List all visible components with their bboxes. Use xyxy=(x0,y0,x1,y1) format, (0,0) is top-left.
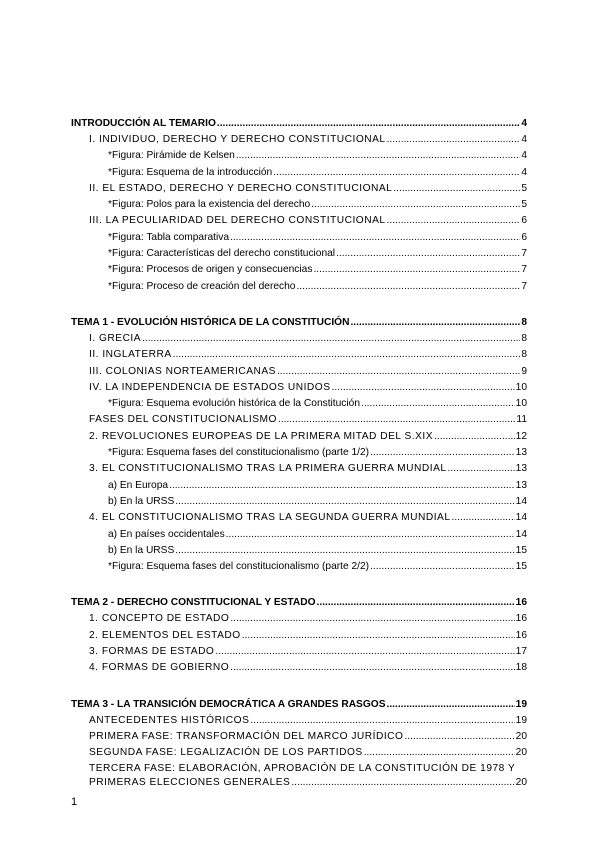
toc-page-number: 7 xyxy=(521,280,527,292)
toc-entry-title: III. COLONIAS NORTEAMERICANAS xyxy=(89,365,276,377)
toc-entry-title: *Figura: Pirámide de Kelsen xyxy=(108,150,235,162)
toc-entry-title: 3. FORMAS DE ESTADO xyxy=(89,646,215,658)
toc-page-number: 8 xyxy=(521,332,527,344)
toc-entry-title: 2. ELEMENTOS DEL ESTADO xyxy=(89,629,241,641)
dot-leader xyxy=(291,776,514,790)
toc-section xyxy=(71,595,527,676)
dot-leader xyxy=(393,181,520,197)
toc-entry-title: *Figura: Esquema fases del constitucionalismo (parte 1/2) xyxy=(108,447,370,459)
toc-entry-title: a) En Europa xyxy=(108,479,169,491)
toc-entry[interactable] xyxy=(71,197,527,213)
toc-entry[interactable] xyxy=(71,729,527,745)
dot-leader xyxy=(236,148,520,164)
dot-leader xyxy=(142,331,520,347)
toc-entry[interactable] xyxy=(71,364,527,380)
toc-section xyxy=(71,315,527,575)
toc-entry[interactable] xyxy=(71,429,527,445)
toc-page-number: 6 xyxy=(521,215,527,227)
toc-entry[interactable] xyxy=(71,494,527,510)
dot-leader xyxy=(370,559,515,575)
dot-leader xyxy=(336,246,520,262)
toc-entry-title: III. LA PECULIARIDAD DEL DERECHO CONSTITUCIONAL xyxy=(89,215,386,227)
toc-entry-title: *Figura: Características del derecho constitucional xyxy=(108,248,336,260)
toc-entry[interactable] xyxy=(71,246,527,262)
dot-leader xyxy=(250,713,514,729)
toc-entry-title: TEMA 1 - EVOLUCIÓN HISTÓRICA DE LA CONSTITUCIÓN xyxy=(71,316,350,328)
toc-page-number: 5 xyxy=(521,182,527,194)
dot-leader xyxy=(169,478,515,494)
dot-leader xyxy=(404,729,514,745)
toc-entry[interactable] xyxy=(71,412,527,428)
toc-entry-title: *Figura: Proceso de creación del derecho xyxy=(108,280,296,292)
toc-entry[interactable] xyxy=(71,628,527,644)
toc-page-number: 20 xyxy=(515,730,527,742)
dot-leader xyxy=(313,262,520,278)
toc-entry[interactable] xyxy=(71,181,527,197)
toc-entry-title: *Figura: Esquema fases del constitucionalismo (parte 2/2) xyxy=(108,561,370,573)
dot-leader xyxy=(215,644,514,660)
toc-entry-title: *Figura: Procesos de origen y consecuencias xyxy=(108,264,313,276)
dot-leader xyxy=(311,197,520,213)
toc-entry-title: SEGUNDA FASE: LEGALIZACIÓN DE LOS PARTIDOS xyxy=(89,747,363,759)
toc-entry[interactable] xyxy=(71,213,527,229)
toc-page-number: 10 xyxy=(515,381,527,393)
dot-leader xyxy=(226,527,515,543)
dot-leader xyxy=(364,745,515,761)
toc-page-number: 20 xyxy=(515,747,527,759)
toc-page-number: 13 xyxy=(515,447,527,459)
toc-entry-title: b) En la URSS xyxy=(108,495,175,507)
dot-leader xyxy=(273,165,520,181)
toc-page-number: 8 xyxy=(521,349,527,361)
toc-page-number: 16 xyxy=(515,597,527,609)
toc-page-number: 12 xyxy=(515,430,527,442)
toc-page-number: 17 xyxy=(515,646,527,658)
toc-entry-title: FASES DEL CONSTITUCIONALISMO xyxy=(89,414,277,426)
dot-leader xyxy=(278,412,515,428)
toc-page-number: 19 xyxy=(515,714,527,726)
toc-entry-title: *Figura: Polos para la existencia del derecho xyxy=(108,199,311,211)
toc-entry-title: INTRODUCCIÓN AL TEMARIO xyxy=(71,118,216,129)
dot-leader xyxy=(317,595,515,611)
toc-entry-title: TEMA 2 - DERECHO CONSTITUCIONAL Y ESTADO xyxy=(71,597,316,609)
toc-entry[interactable] xyxy=(71,445,527,461)
toc-page-number: 4 xyxy=(521,118,527,129)
dot-leader xyxy=(277,364,520,380)
toc-page-number: 6 xyxy=(521,231,527,243)
table-of-contents xyxy=(71,116,527,810)
toc-entry-title: TEMA 3 - LA TRANSICIÓN DEMOCRÁTICA A GRANDES RASGOS xyxy=(71,698,386,710)
toc-entry[interactable] xyxy=(71,543,527,559)
page-number: 1 xyxy=(71,796,78,808)
toc-section xyxy=(71,116,527,295)
toc-entry[interactable] xyxy=(71,262,527,278)
dot-leader xyxy=(230,611,514,627)
toc-page-number: 9 xyxy=(521,365,527,377)
dot-leader xyxy=(296,279,520,295)
dot-leader xyxy=(452,510,515,526)
toc-entry[interactable] xyxy=(71,510,527,526)
toc-entry[interactable] xyxy=(71,396,527,412)
toc-page-number: 11 xyxy=(516,414,527,426)
toc-page-number: 18 xyxy=(515,662,527,674)
dot-leader xyxy=(230,230,520,246)
dot-leader xyxy=(175,494,514,510)
dot-leader xyxy=(387,132,521,148)
toc-heading[interactable] xyxy=(71,116,527,132)
toc-page-number: 13 xyxy=(515,479,527,491)
toc-page-number: 4 xyxy=(521,166,527,178)
toc-entry-title: 4. FORMAS DE GOBIERNO xyxy=(89,662,230,674)
toc-entry-title-continued: PRIMERAS ELECCIONES GENERALES xyxy=(89,776,291,788)
toc-page-number: 7 xyxy=(521,248,527,260)
toc-page-number: 16 xyxy=(515,629,527,641)
dot-leader xyxy=(332,380,515,396)
toc-entry-title: *Figura: Esquema de la introducción xyxy=(108,166,273,178)
toc-entry[interactable] xyxy=(71,165,527,181)
toc-entry[interactable] xyxy=(71,527,527,543)
toc-entry[interactable] xyxy=(71,644,527,660)
dot-leader xyxy=(242,628,515,644)
dot-leader xyxy=(387,213,521,229)
toc-section xyxy=(71,697,527,790)
toc-entry[interactable] xyxy=(71,148,527,164)
toc-page-number: 4 xyxy=(521,134,527,145)
toc-entry-title: II. INGLATERRA xyxy=(89,349,172,361)
toc-entry[interactable] xyxy=(71,279,527,295)
toc-entry[interactable] xyxy=(71,132,527,148)
dot-leader xyxy=(370,445,515,461)
toc-page-number: 19 xyxy=(515,698,527,710)
toc-page-number: 5 xyxy=(521,199,527,211)
toc-entry-title: I. INDIVIDUO, DERECHO Y DERECHO CONSTITUCIONAL xyxy=(89,134,386,145)
toc-heading[interactable] xyxy=(71,595,527,611)
toc-heading[interactable] xyxy=(71,697,527,713)
toc-page-number: 15 xyxy=(515,544,527,556)
dot-leader xyxy=(217,116,520,132)
dot-leader xyxy=(448,461,515,477)
dot-leader xyxy=(361,396,515,412)
toc-entry-title: I. GRECIA xyxy=(89,332,142,344)
toc-entry[interactable] xyxy=(71,713,527,729)
toc-entry[interactable] xyxy=(71,559,527,575)
toc-heading[interactable] xyxy=(71,315,527,331)
toc-entry[interactable] xyxy=(71,347,527,363)
toc-entry-title: TERCERA FASE: ELABORACIÓN, APROBACIÓN DE LA CONSTITUCIÓN DE 1978 Y xyxy=(89,762,516,774)
toc-page-number: 13 xyxy=(515,463,527,475)
toc-entry[interactable] xyxy=(71,611,527,627)
toc-page-number: 20 xyxy=(515,776,527,788)
toc-entry[interactable] xyxy=(71,380,527,396)
toc-page-number: 14 xyxy=(515,512,527,524)
toc-entry-title: 3. EL CONSTITUCIONALISMO TRAS LA PRIMERA GUERRA MUNDIAL xyxy=(89,463,447,475)
dot-leader xyxy=(173,347,521,363)
toc-entry-title: *Figura: Tabla comparativa xyxy=(108,231,229,243)
toc-entry[interactable] xyxy=(71,461,527,477)
toc-entry[interactable] xyxy=(71,478,527,494)
toc-page-number: 16 xyxy=(515,613,527,625)
dot-leader xyxy=(387,697,515,713)
toc-entry[interactable] xyxy=(71,230,527,246)
toc-page-number: 7 xyxy=(521,264,527,276)
toc-entry-title: 1. CONCEPTO DE ESTADO xyxy=(89,613,230,625)
toc-page-number: 4 xyxy=(521,150,527,162)
toc-entry-title: 4. EL CONSTITUCIONALISMO TRAS LA SEGUNDA GUERRA MUNDIAL xyxy=(89,512,451,524)
dot-leader xyxy=(434,429,515,445)
toc-entry-title: II. EL ESTADO, DERECHO Y DERECHO CONSTITUCIONAL xyxy=(89,182,393,194)
toc-entry-title: IV. LA INDEPENDENCIA DE ESTADOS UNIDOS xyxy=(89,381,331,393)
toc-entry[interactable] xyxy=(71,331,527,347)
toc-entry-title: *Figura: Esquema evolución histórica de la Constitución xyxy=(108,398,360,410)
toc-entry-title: b) En la URSS xyxy=(108,544,175,556)
toc-page-number: 14 xyxy=(515,495,527,507)
toc-entry[interactable] xyxy=(71,745,527,761)
toc-entry-title: ANTECEDENTES HISTÓRICOS xyxy=(89,714,250,726)
dot-leader xyxy=(350,315,520,331)
toc-entry-title: PRIMERA FASE: TRANSFORMACIÓN DEL MARCO JURÍDICO xyxy=(89,730,404,742)
toc-entry[interactable] xyxy=(71,762,527,790)
dot-leader xyxy=(230,660,515,676)
toc-page-number: 8 xyxy=(521,316,527,328)
dot-leader xyxy=(175,543,514,559)
toc-entry[interactable] xyxy=(71,660,527,676)
toc-entry-title: a) En países occidentales xyxy=(108,528,225,540)
toc-page-number: 15 xyxy=(515,561,527,573)
toc-entry-title: 2. REVOLUCIONES EUROPEAS DE LA PRIMERA MITAD DEL S.XIX xyxy=(89,430,434,442)
toc-page-number: 10 xyxy=(515,398,527,410)
toc-page-number: 14 xyxy=(515,528,527,540)
